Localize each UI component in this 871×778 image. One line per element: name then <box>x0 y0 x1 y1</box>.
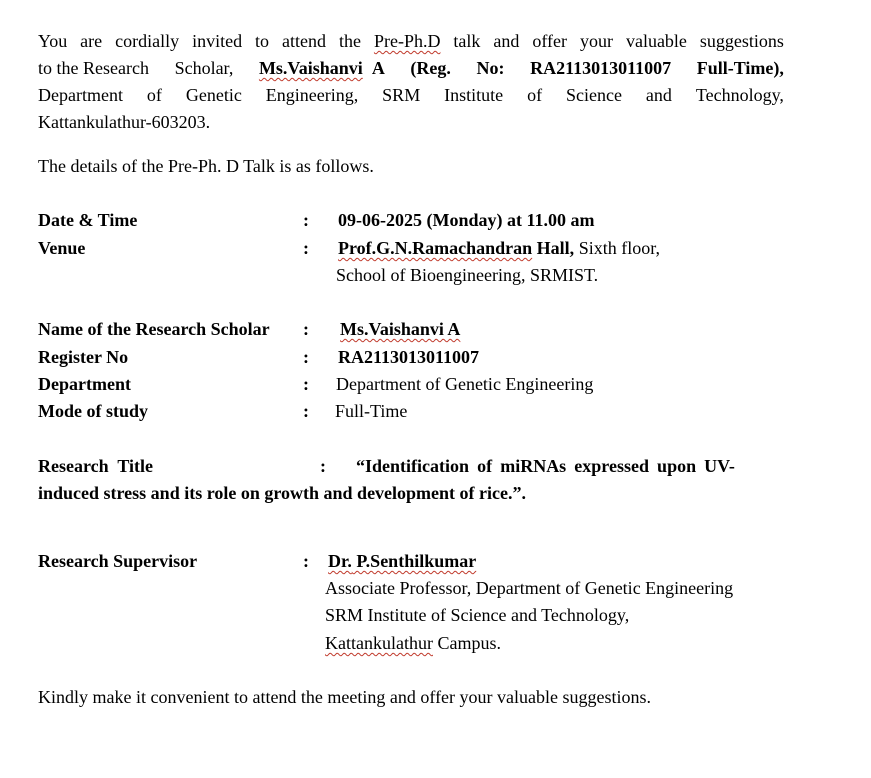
intro-word: SRM <box>382 85 421 105</box>
research-title-line-2: induced stress and its role on growth and development of rice.”. <box>38 483 527 503</box>
intro-word: Technology, <box>695 85 784 105</box>
scholar-name-value: Ms.Vaishanvi A <box>340 319 461 339</box>
intro-word: Genetic <box>185 85 242 105</box>
colon: : <box>303 210 309 230</box>
scholar-name-inline: Ms.Vaishanvi <box>258 58 363 78</box>
supervisor-label: Research Supervisor <box>38 551 198 571</box>
scholar-name-label: Name of the Research Scholar <box>38 319 270 339</box>
colon: : <box>303 374 309 394</box>
intro-word: A <box>371 58 385 78</box>
intro-word: invited <box>192 31 243 51</box>
intro-word: to the Research <box>38 58 149 78</box>
intro-word: talk <box>453 31 481 51</box>
research-title-line-1: “Identification of miRNAs expressed upon UV- <box>356 456 735 476</box>
supervisor-name <box>328 550 476 572</box>
date-time-value: 09-06-2025 (Monday) at 11.00 am <box>338 210 595 230</box>
intro-word: your <box>579 31 613 51</box>
venue-value <box>338 237 660 259</box>
venue-line-2: School of Bioengineering, SRMIST. <box>336 265 599 285</box>
intro-word: are <box>80 31 103 51</box>
department-value: Department of Genetic Engineering <box>336 374 594 394</box>
research-title-label: Research Title <box>38 456 153 476</box>
intro-word: of <box>146 85 162 105</box>
intro-word: the <box>338 31 361 51</box>
intro-word: Full-Time), <box>696 58 784 78</box>
supervisor-title: Dr. <box>328 551 352 571</box>
venue-hall-name: Prof.G.N.Ramachandran <box>338 238 533 258</box>
colon: : <box>303 401 309 421</box>
colon: : <box>303 238 309 258</box>
intro-line-4: Kattankulathur-603203. <box>38 112 211 132</box>
intro-word: Department <box>38 85 123 105</box>
venue-label: Venue <box>38 238 86 258</box>
register-no-label: Register No <box>38 347 129 367</box>
intro-word: Scholar, <box>174 58 234 78</box>
colon: : <box>303 319 309 339</box>
closing-sentence: Kindly make it convenient to attend the meeting and offer your valuable suggestions. <box>38 687 652 707</box>
colon: : <box>303 551 309 571</box>
intro-word: suggestions <box>699 31 784 51</box>
intro-word: cordially <box>115 31 180 51</box>
intro-word: of <box>527 85 543 105</box>
intro-word: Institute <box>444 85 504 105</box>
intro-word: valuable <box>625 31 687 51</box>
register-no-inline: RA2113013011007 <box>530 58 672 78</box>
intro-word: offer <box>532 31 568 51</box>
intro-word: You <box>38 31 68 51</box>
register-no-value: RA2113013011007 <box>338 347 480 367</box>
intro-word: No: <box>476 58 505 78</box>
details-heading: The details of the Pre-Ph. D Talk is as follows. <box>38 156 374 176</box>
mode-label: Mode of study <box>38 401 149 421</box>
campus-suffix: Campus. <box>432 633 501 653</box>
supervisor-designation: Associate Professor, Department of Genetic Engineering <box>325 578 734 598</box>
colon: : <box>320 456 326 476</box>
intro-line-2 <box>38 57 784 79</box>
colon: : <box>303 347 309 367</box>
intro-word: (Reg. <box>410 58 451 78</box>
intro-word: Science <box>566 85 622 105</box>
date-time-label: Date & Time <box>38 210 138 230</box>
mode-value: Full-Time <box>335 401 408 421</box>
campus-name: Kattankulathur <box>325 633 433 653</box>
scholar-name-wrap <box>340 318 460 340</box>
intro-word: attend <box>282 31 327 51</box>
intro-word: and <box>645 85 672 105</box>
department-label: Department <box>38 374 131 394</box>
intro-word: Engineering, <box>265 85 359 105</box>
intro-word: and <box>493 31 520 51</box>
intro-line-1 <box>38 30 784 52</box>
supervisor-name-text: P.Senthilkumar <box>351 551 477 571</box>
intro-word: to <box>255 31 270 51</box>
supervisor-campus <box>325 632 501 654</box>
venue-floor: Sixth floor, <box>574 238 660 258</box>
intro-line-3 <box>38 84 784 106</box>
venue-hall-suffix: Hall, <box>532 238 575 258</box>
supervisor-institution: SRM Institute of Science and Technology, <box>325 605 630 625</box>
intro-word: Pre-Ph.D <box>373 31 441 51</box>
